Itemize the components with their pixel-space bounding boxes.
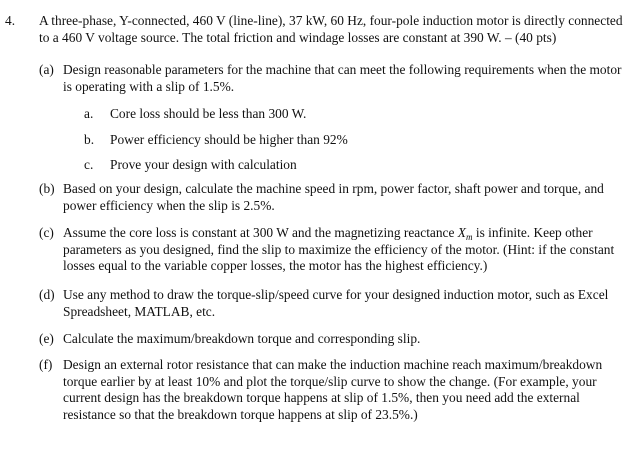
part-c-text-before: Assume the core loss is constant at 300 W and the magnetizing reactance: [63, 225, 455, 240]
requirement-label: c.: [84, 157, 94, 172]
part-f-text: Design an external rotor resistance that can make the induction machine reach maximum/breakdown torque earlier by at least 10% and plot the torque/slip curve to show the change. (For example, your current design has the breakdown torque happens at slip of 1.5%, then you need add the external resistance so that the breakdown torque happens at slip of 23.5%.): [63, 357, 603, 422]
part-c-label: (c): [39, 225, 54, 240]
part-a-text: Design reasonable parameters for the machine that can meet the following requirements when the motor is operating with a slip of 1.5%.: [63, 62, 622, 94]
requirement-text: Core loss should be less than 300 W.: [110, 106, 307, 121]
part-b-text: Based on your design, calculate the machine speed in rpm, power factor, shaft power and torque, and power efficiency when the slip is 2.5%.: [63, 181, 604, 213]
requirement-text: Prove your design with calculation: [110, 157, 297, 172]
magnetizing-reactance-symbol: [458, 225, 473, 240]
variable-main: X: [457, 225, 466, 240]
part-d-text: Use any method to draw the torque-slip/speed curve for your designed induction motor, such as Excel Spreadsheet, MATLAB, etc.: [63, 287, 609, 319]
question-statement: A three-phase, Y-connected, 460 V (line-line), 37 kW, 60 Hz, four-pole induction motor is directly connected to a 460 V voltage source. The total friction and windage losses are constant at 390 W. – (40 pts): [39, 13, 623, 45]
part-c-text: [63, 225, 628, 275]
part-a-label: (a): [39, 62, 54, 77]
variable-subscript: m: [465, 232, 473, 242]
requirement-text: Power efficiency should be higher than 92%: [110, 132, 348, 147]
part-c-text-after: is infinite. Keep other parameters as you designed, find the slip to maximize the efficiency of the motor. (Hint: if the constant losses equal to the variable copper losses, the motor has the highest efficiency.): [63, 225, 615, 273]
part-f-label: (f): [39, 357, 53, 372]
part-b-label: (b): [39, 181, 55, 196]
part-d-label: (d): [39, 287, 55, 302]
question-number: 4.: [5, 13, 16, 28]
requirement-label: b.: [84, 132, 95, 147]
requirement-label: a.: [84, 106, 94, 121]
part-e-label: (e): [39, 331, 54, 346]
part-e-text: Calculate the maximum/breakdown torque and corresponding slip.: [63, 331, 421, 346]
